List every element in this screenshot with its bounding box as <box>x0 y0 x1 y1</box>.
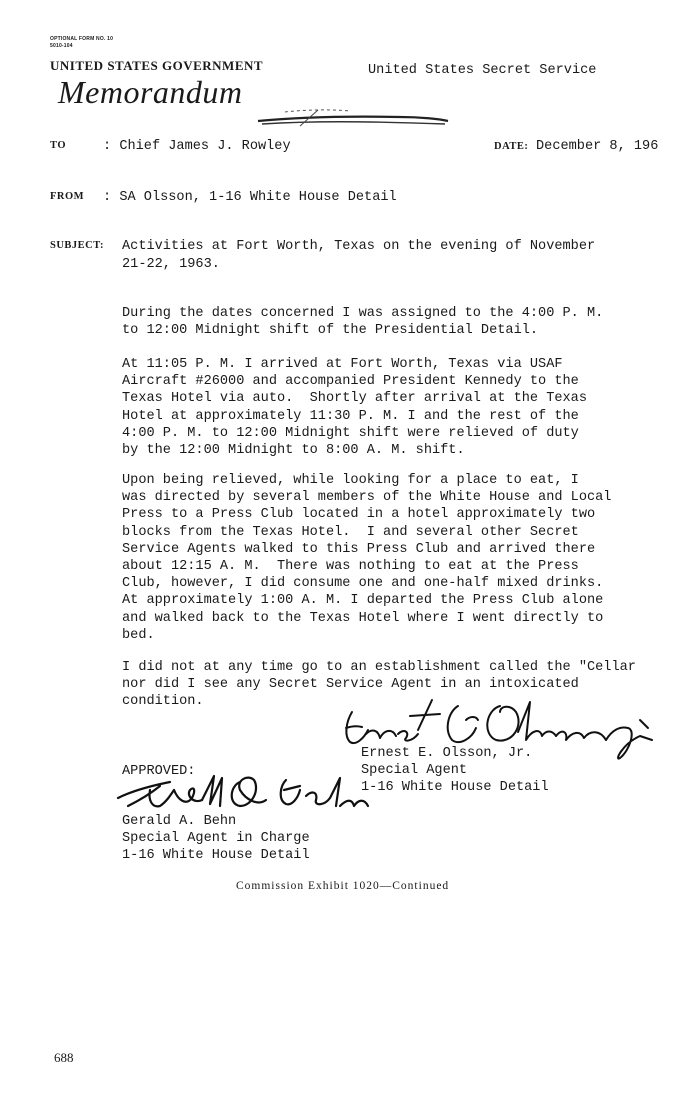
approved-label: APPROVED: <box>122 764 196 779</box>
text-line: Aircraft #26000 and accompanied President Kennedy to the <box>122 374 579 390</box>
text-line: nor did I see any Secret Service Agent in an intoxicated <box>122 677 579 693</box>
form-code: 5010-104 <box>50 43 73 49</box>
to-value: : Chief James J. Rowley <box>103 139 291 154</box>
subject-line-1: Activities at Fort Worth, Texas on the evening of November <box>122 239 596 254</box>
to-label: TO <box>50 140 66 151</box>
government-heading: UNITED STATES GOVERNMENT <box>50 58 264 73</box>
text-line: about 12:15 A. M. There was nothing to eat at the Press <box>122 559 579 575</box>
memorandum-title: Memorandum <box>58 74 243 110</box>
text-line: blocks from the Texas Hotel. I and several other Secret <box>122 524 579 540</box>
text-line: I did not at any time go to an establishment called the "Cellar <box>122 660 636 675</box>
text-line: condition. <box>122 694 204 710</box>
text-line: Texas Hotel via auto. Shortly after arrival at the Texas <box>122 391 587 407</box>
text-line: and walked back to the Texas Hotel where I went directly to <box>122 610 604 626</box>
date-label: DATE: <box>494 141 529 152</box>
from-label: FROM <box>50 191 85 202</box>
signer-title: Special Agent <box>361 763 468 778</box>
text-line: 4:00 P. M. to 12:00 Midnight shift were relieved of duty <box>122 425 579 441</box>
text-line: Service Agents walked to this Press Club and arrived there <box>122 541 596 557</box>
text-line: Hotel at approximately 11:30 P. M. I and the rest of the <box>122 408 579 424</box>
signer-name: Ernest E. Olsson, Jr. <box>361 746 533 761</box>
date-value: December 8, 196 <box>536 139 659 154</box>
approver-name: Gerald A. Behn <box>122 814 237 829</box>
agency-name: United States Secret Service <box>368 63 597 78</box>
signer-unit: 1-16 White House Detail <box>361 780 549 795</box>
form-number: OPTIONAL FORM NO. 10 <box>50 36 114 42</box>
from-value: : SA Olsson, 1-16 White House Detail <box>103 190 397 205</box>
subject-line-2: 21-22, 1963. <box>122 257 220 272</box>
text-line: Upon being relieved, while looking for a place to eat, I <box>122 473 579 488</box>
text-line: Club, however, I did consume one and one-half mixed drinks. <box>122 576 604 592</box>
page-number: 688 <box>54 1050 74 1065</box>
text-line: to 12:00 Midnight shift of the Presidential Detail. <box>122 323 539 339</box>
text-line: by the 12:00 Midnight to 8:00 A. M. shift. <box>122 443 465 459</box>
text-line: At approximately 1:00 A. M. I departed the Press Club alone <box>122 593 604 609</box>
text-line: At 11:05 P. M. I arrived at Fort Worth, Texas via USAF <box>122 357 563 372</box>
text-line: was directed by several members of the White House and Local <box>122 490 612 506</box>
approver-unit: 1-16 White House Detail <box>122 848 310 863</box>
exhibit-caption: Commission Exhibit 1020—Continued <box>236 880 450 892</box>
approver-title: Special Agent in Charge <box>122 831 310 846</box>
text-line: Press to a Press Club located in a hotel approximately two <box>122 507 596 523</box>
subject-label: SUBJECT: <box>50 240 104 251</box>
text-line: bed. <box>122 627 155 643</box>
text-line: During the dates concerned I was assigned to the 4:00 P. M. <box>122 306 604 321</box>
